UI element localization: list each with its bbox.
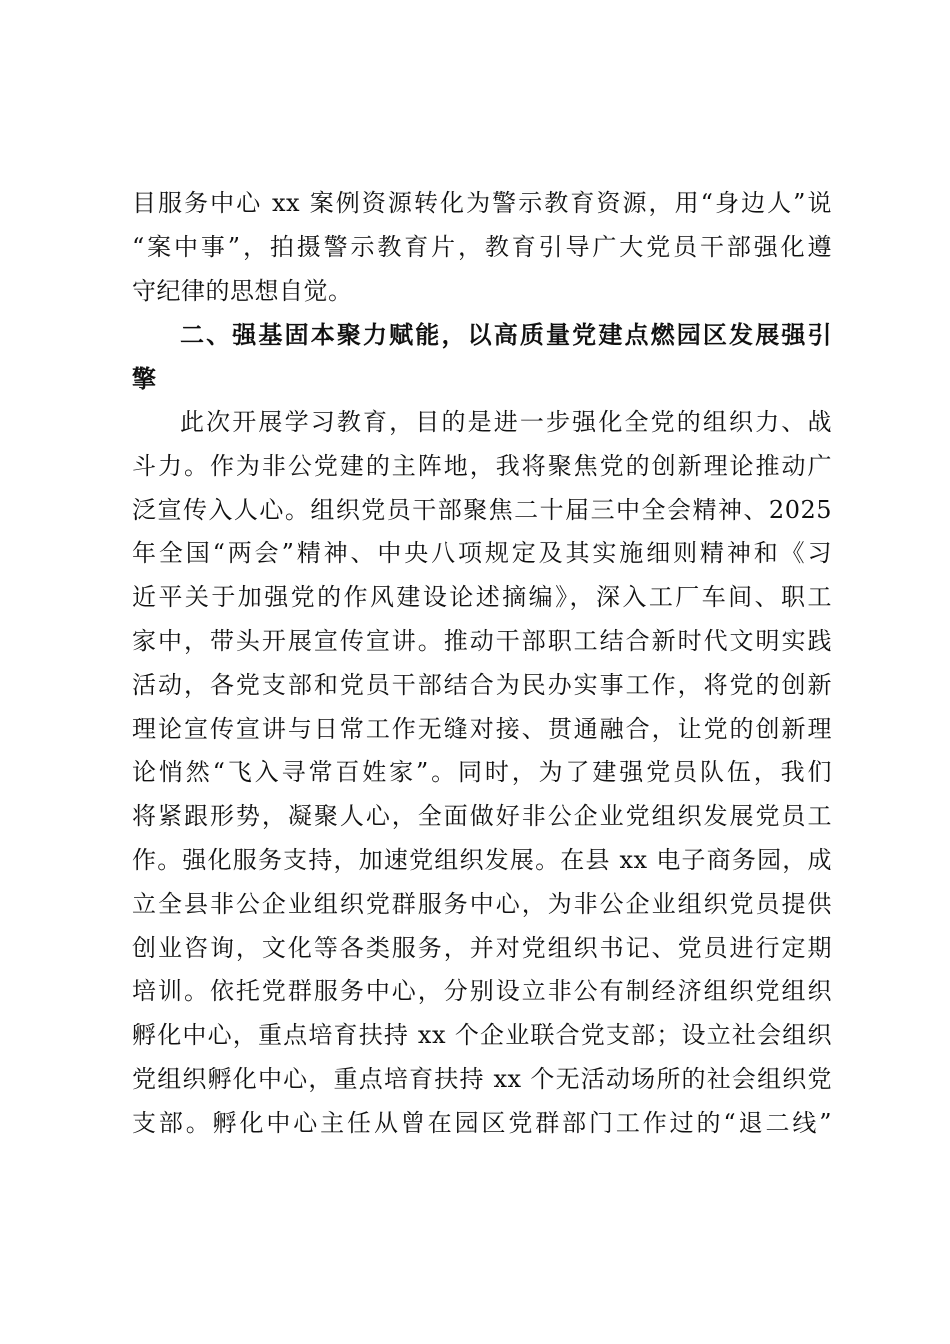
text-line: 家中，带头开展宣传宣讲。推动干部职工结合新时代文明实践 — [132, 626, 832, 655]
text-line: 孵化中心，重点培育扶持 xx 个企业联合党支部；设立社会组织 — [132, 1021, 832, 1050]
heading-line: 二、强基固本聚力赋能，以高质量党建点燃园区发展强引 — [180, 320, 832, 350]
text-line: 论悄然“飞入寻常百姓家”。同时，为了建强党员队伍，我们 — [132, 758, 832, 787]
text-line: 斗力。作为非公党建的主阵地，我将聚焦党的创新理论推动广 — [132, 451, 832, 480]
paragraph-body — [132, 401, 832, 1146]
text-line: “案中事”，拍摄警示教育片，教育引导广大党员干部强化遵 — [132, 232, 832, 261]
text-line: 培训。依托党群服务中心，分别设立非公有制经济组织党组织 — [132, 977, 832, 1006]
heading-line: 擎 — [132, 364, 157, 394]
paragraph-continuation — [132, 182, 832, 313]
text-line: 作。强化服务支持，加速党组织发展。在县 xx 电子商务园，成 — [132, 845, 832, 874]
text-line: 年全国“两会”精神、中央八项规定及其实施细则精神和《习 — [132, 539, 832, 568]
text-line: 将紧跟形势，凝聚人心，全面做好非公企业党组织发展党员工 — [132, 802, 832, 831]
text-line: 活动，各党支部和党员干部结合为民办实事工作，将党的创新 — [132, 670, 832, 699]
text-line: 近平关于加强党的作风建设论述摘编》，深入工厂车间、职工 — [132, 583, 832, 612]
text-line: 立全县非公企业组织党群服务中心，为非公企业组织党员提供 — [132, 889, 832, 918]
text-line: 泛宣传入人心。组织党员干部聚焦二十届三中全会精神、2025 — [132, 495, 832, 524]
text-line: 目服务中心 xx 案例资源转化为警示教育资源，用“身边人”说 — [132, 189, 832, 217]
text-line: 支部。孵化中心主任从曾在园区党群部门工作过的“退二线” — [132, 1108, 832, 1137]
text-line: 党组织孵化中心，重点培育扶持 xx 个无活动场所的社会组织党 — [132, 1064, 832, 1093]
text-line: 创业咨询，文化等各类服务，并对党组织书记、党员进行定期 — [132, 933, 832, 962]
document-page — [132, 182, 832, 1146]
text-line: 此次开展学习教育，目的是进一步强化全党的组织力、战 — [180, 407, 832, 436]
text-line: 理论宣传宣讲与日常工作无缝对接、贯通融合，让党的创新理 — [132, 714, 832, 743]
section-heading — [132, 313, 832, 401]
text-line: 守纪律的思想自觉。 — [132, 276, 353, 305]
